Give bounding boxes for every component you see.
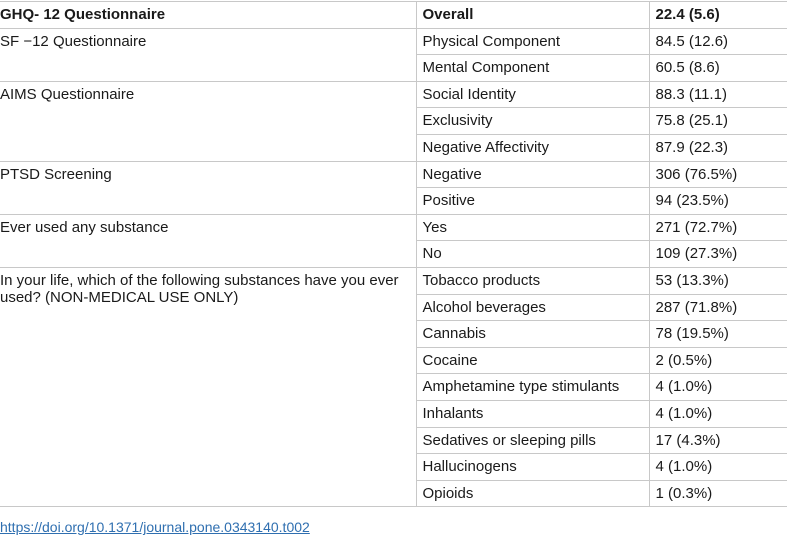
row-value: 53 (13.3%) <box>649 267 787 294</box>
row-item: Physical Component <box>416 28 649 55</box>
row-item: Alcohol beverages <box>416 294 649 321</box>
row-value: 17 (4.3%) <box>649 427 787 454</box>
header-col1: GHQ- 12 Questionnaire <box>0 2 416 29</box>
results-table <box>0 1 787 507</box>
row-item: Negative Affectivity <box>416 134 649 161</box>
row-item: Sedatives or sleeping pills <box>416 427 649 454</box>
doi-link[interactable]: https://doi.org/10.1371/journal.pone.0343140.t002 <box>0 519 310 535</box>
group-label: Ever used any substance <box>0 214 416 267</box>
row-value: 84.5 (12.6) <box>649 28 787 55</box>
group-label: SF −12 Questionnaire <box>0 28 416 81</box>
header-col2: Overall <box>416 2 649 29</box>
table-body <box>0 2 787 507</box>
row-value: 94 (23.5%) <box>649 188 787 215</box>
row-item: Cannabis <box>416 321 649 348</box>
row-value: 109 (27.3%) <box>649 241 787 268</box>
row-value: 87.9 (22.3) <box>649 134 787 161</box>
table-row <box>0 214 787 241</box>
row-item: Positive <box>416 188 649 215</box>
group-label: PTSD Screening <box>0 161 416 214</box>
row-value: 4 (1.0%) <box>649 454 787 481</box>
row-item: Amphetamine type stimulants <box>416 374 649 401</box>
group-label: In your life, which of the following substances have you ever used? (NON-MEDICAL USE ONLY) <box>0 267 416 506</box>
row-value: 271 (72.7%) <box>649 214 787 241</box>
row-item: Opioids <box>416 480 649 507</box>
row-value: 4 (1.0%) <box>649 400 787 427</box>
table-row <box>0 267 787 294</box>
row-item: Cocaine <box>416 347 649 374</box>
row-value: 60.5 (8.6) <box>649 55 787 82</box>
row-value: 1 (0.3%) <box>649 480 787 507</box>
row-item: Social Identity <box>416 81 649 108</box>
row-value: 75.8 (25.1) <box>649 108 787 135</box>
group-label: AIMS Questionnaire <box>0 81 416 161</box>
row-item: Inhalants <box>416 400 649 427</box>
row-item: Tobacco products <box>416 267 649 294</box>
row-value: 88.3 (11.1) <box>649 81 787 108</box>
row-item: Mental Component <box>416 55 649 82</box>
row-item: Hallucinogens <box>416 454 649 481</box>
table-row <box>0 28 787 55</box>
row-value: 287 (71.8%) <box>649 294 787 321</box>
row-item: No <box>416 241 649 268</box>
row-item: Negative <box>416 161 649 188</box>
row-value: 306 (76.5%) <box>649 161 787 188</box>
row-value: 78 (19.5%) <box>649 321 787 348</box>
row-value: 2 (0.5%) <box>649 347 787 374</box>
header-col3: 22.4 (5.6) <box>649 2 787 29</box>
table-row <box>0 81 787 108</box>
row-item: Yes <box>416 214 649 241</box>
row-item: Exclusivity <box>416 108 649 135</box>
row-value: 4 (1.0%) <box>649 374 787 401</box>
table-header-row <box>0 2 787 29</box>
table-row <box>0 161 787 188</box>
